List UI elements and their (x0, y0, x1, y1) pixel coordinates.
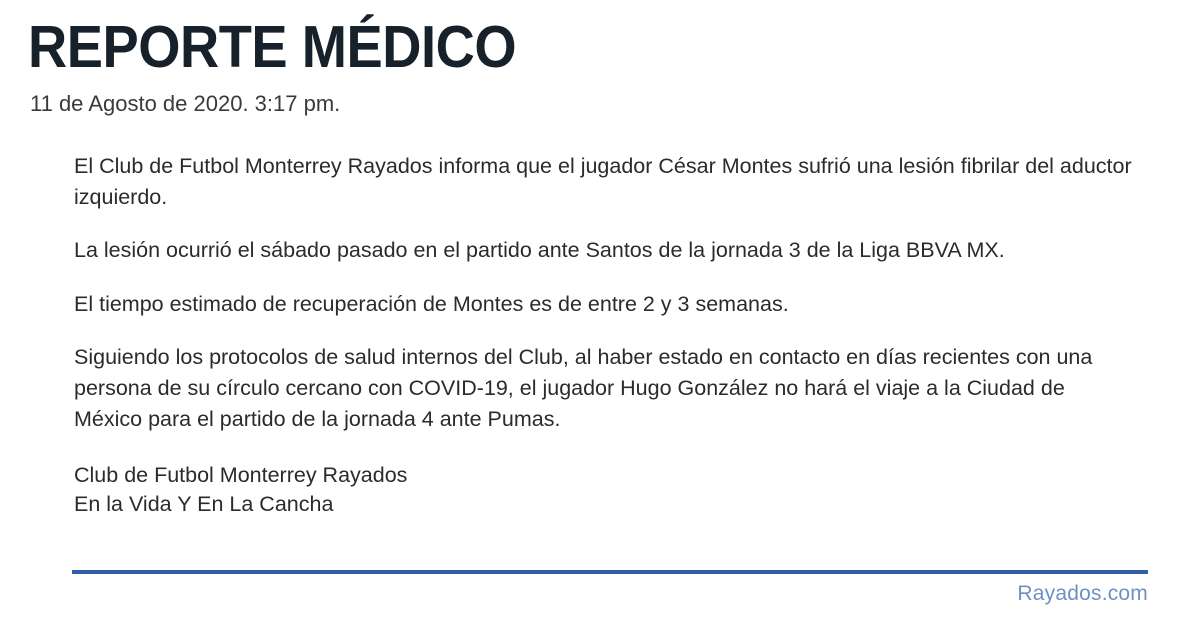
signature-block (74, 461, 1148, 519)
report-date: 11 de Agosto de 2020. 3:17 pm. (30, 91, 341, 116)
footer-website: Rayados.com (1017, 582, 1148, 605)
paragraph-4: Siguiendo los protocolos de salud internos del Club, al haber estado en contacto en días recientes con una persona de su círculo cercano con COVID-19, el jugador Hugo González no hará el viaje a la Ciudad de México para el partido de la jornada 4 ante Pumas. (74, 344, 1093, 432)
footer (72, 570, 1148, 606)
paragraph-2: La lesión ocurrió el sábado pasado en el partido ante Santos de la jornada 3 de la Liga BBVA MX. (74, 238, 1005, 263)
paragraph-1: El Club de Futbol Monterrey Rayados informa que el jugador César Montes sufrió una lesión fibrilar del aductor izquierdo. (74, 154, 1132, 210)
paragraph-3: El tiempo estimado de recuperación de Montes es de entre 2 y 3 semanas. (74, 291, 789, 316)
page-title: REPORTE MÉDICO (28, 14, 517, 80)
footer-divider (72, 570, 1148, 574)
signature-line-2: En la Vida Y En La Cancha (74, 492, 334, 517)
report-body (74, 151, 1148, 519)
signature-line-1: Club de Futbol Monterrey Rayados (74, 463, 408, 488)
